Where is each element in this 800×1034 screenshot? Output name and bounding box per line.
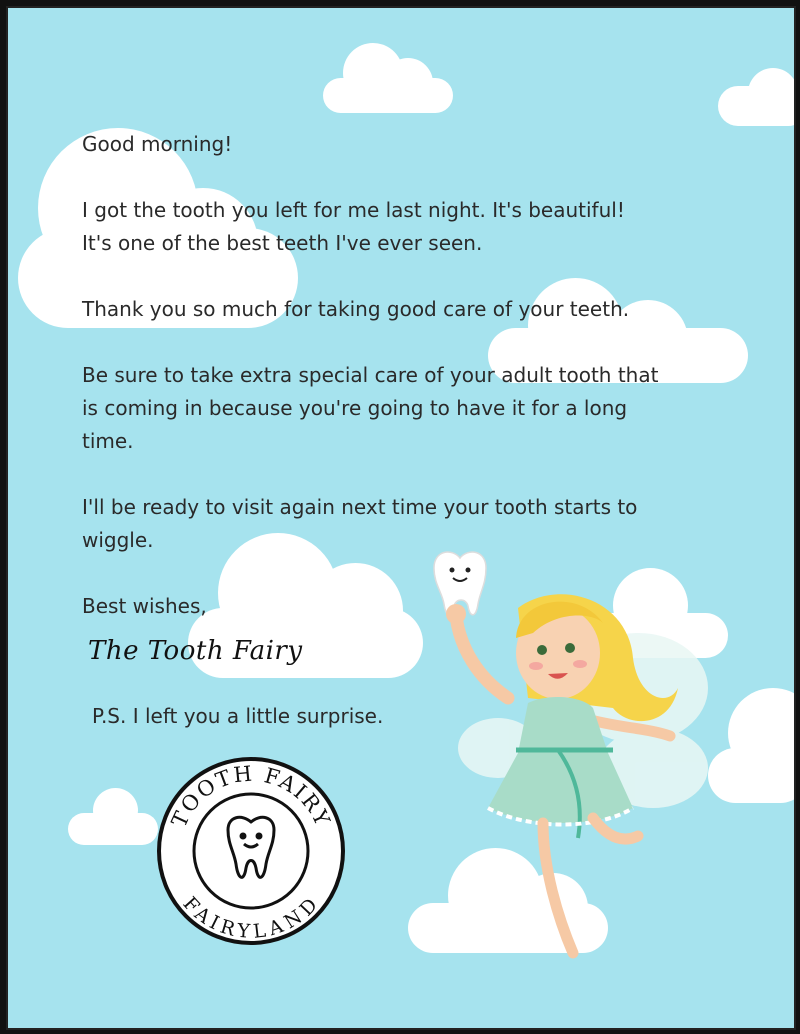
stamp-top-text: TOOTH FAIRY xyxy=(166,761,336,831)
cloud-decoration xyxy=(708,688,796,808)
postscript: P.S. I left you a little surprise. xyxy=(92,704,384,728)
paragraph-3 xyxy=(82,359,742,458)
cloud-decoration xyxy=(68,788,158,848)
stamp-bottom-text: FAIRYLAND xyxy=(178,892,324,943)
paragraph-3-line-1: Be sure to take extra special care of your adult tooth that xyxy=(82,363,659,387)
signature: The Tooth Fairy xyxy=(88,636,303,666)
paragraph-4-line-1: I'll be ready to visit again next time your tooth starts to xyxy=(82,495,638,519)
letter-page xyxy=(6,6,796,1030)
cloud-decoration xyxy=(718,68,796,128)
paragraph-3-line-3: time. xyxy=(82,429,134,453)
paragraph-1 xyxy=(82,194,742,260)
closing: Best wishes, xyxy=(82,594,207,618)
tooth-fairy-stamp xyxy=(156,756,346,946)
greeting: Good morning! xyxy=(82,132,233,156)
cloud-decoration xyxy=(323,38,453,113)
paragraph-1-line-1: I got the tooth you left for me last night. It's beautiful! xyxy=(82,198,625,222)
paragraph-3-line-2: is coming in because you're going to have it for a long xyxy=(82,396,628,420)
paragraph-1-line-2: It's one of the best teeth I've ever seen. xyxy=(82,231,483,255)
paragraph-2: Thank you so much for taking good care of your teeth. xyxy=(82,297,630,321)
tooth-fairy-illustration xyxy=(408,538,708,968)
paragraph-4-line-2: wiggle. xyxy=(82,528,154,552)
